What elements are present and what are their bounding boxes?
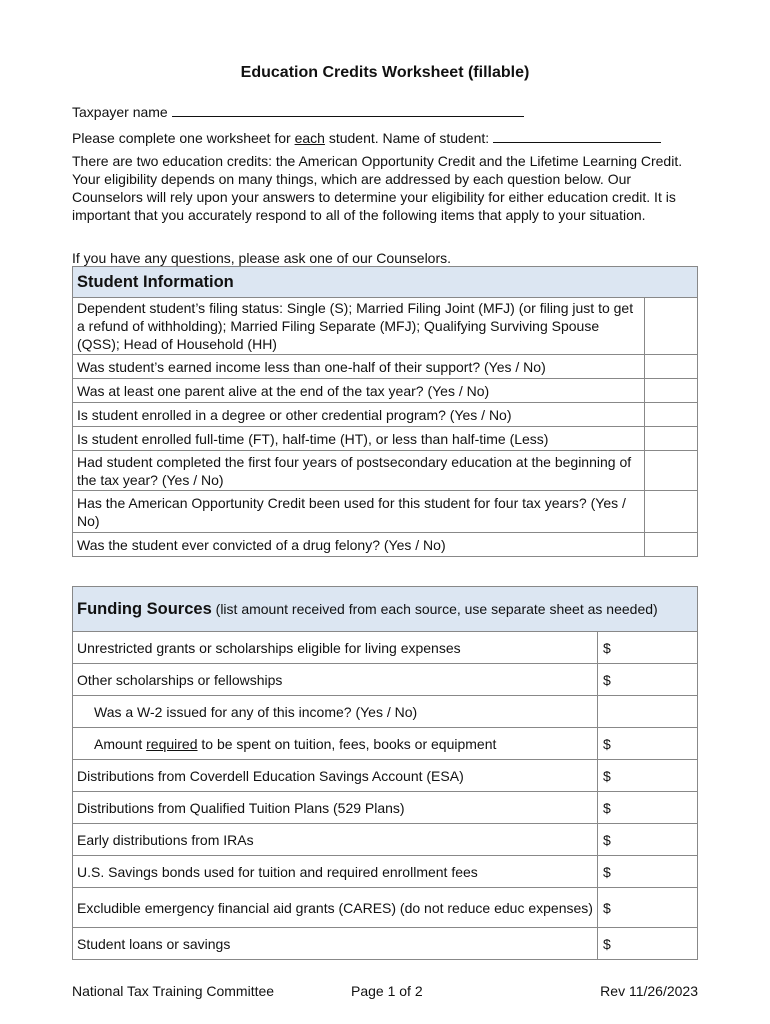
required-emph: required [146,735,198,752]
dollar-sign: $ [603,735,611,752]
question-text: Was at least one parent alive at the end of the tax year? (Yes / No) [73,379,645,403]
amount-cell[interactable] [598,856,698,888]
funding-source-label: Was a W-2 issued for any of this income? (Yes / No) [73,696,598,728]
student-info-heading: Student Information [73,267,698,298]
funding-heading: Funding Sources [77,600,212,618]
dollar-sign: $ [603,767,611,784]
answer-cell[interactable] [645,451,698,491]
answer-cell[interactable] [645,491,698,533]
funding-sources-table [72,586,698,960]
table-row [73,856,698,888]
taxpayer-line [72,102,524,120]
footer-left: National Tax Training Committee [72,983,275,999]
student-info-header-row [73,267,698,298]
table-row [73,533,698,557]
dollar-sign: $ [603,799,611,816]
table-row [73,696,698,728]
funding-source-label: Student loans or savings [73,928,598,960]
student-line-post: student. Name of student: [324,130,490,146]
table-row [73,792,698,824]
funding-source-label: Distributions from Qualified Tuition Plans (529 Plans) [73,792,598,824]
funding-source-label: Excludible emergency financial aid grants (CARES) (do not reduce educ expenses) [73,888,598,928]
table-row [73,298,698,355]
table-row [73,491,698,533]
answer-cell[interactable] [645,379,698,403]
required-post: to be spent on tuition, fees, books or equipment [197,735,497,752]
worksheet-title: Education Credits Worksheet (fillable) [240,64,530,81]
table-row [73,664,698,696]
amount-cell[interactable] [598,888,698,928]
funding-source-label: Early distributions from IRAs [73,824,598,856]
question-text: Has the American Opportunity Credit been used for this student for four tax years? (Yes / No) [73,491,645,533]
questions-note: If you have any questions, please ask one of our Counselors. [72,250,452,266]
taxpayer-name-field[interactable] [172,102,524,117]
table-row [73,379,698,403]
answer-cell[interactable] [645,403,698,427]
dollar-sign: $ [603,899,611,916]
answer-cell[interactable] [645,533,698,557]
amount-cell[interactable] [598,760,698,792]
funding-source-label: U.S. Savings bonds used for tuition and required enrollment fees [73,856,598,888]
amount-cell[interactable] [598,824,698,856]
amount-cell[interactable] [598,928,698,960]
intro-paragraph: There are two education credits: the American Opportunity Credit and the Lifetime Learning Credit. Your eligibility depends on many things, which are addressed by each question below. Our Counselors will rely upon your answers to determine your eligibility for either education credit. It is important that you accurately respond to all of the following items that apply to your situation. [72,153,683,223]
answer-cell[interactable] [645,427,698,451]
student-name-field[interactable] [493,128,661,143]
question-text: Dependent student’s filing status: Single (S); Married Filing Joint (MFJ) (or filing just to get a refund of withholding); Married Filing Separate (MFJ); Qualifying Surviving Spouse (QSS); Head of Household (HH) [73,298,645,355]
question-text: Is student enrolled full-time (FT), half-time (HT), or less than half-time (Less) [73,427,645,451]
funding-source-label: Other scholarships or fellowships [73,664,598,696]
student-line-emph: each [294,130,325,146]
question-text: Is student enrolled in a degree or other credential program? (Yes / No) [73,403,645,427]
footer-revision: Rev 11/26/2023 [600,983,698,999]
dollar-sign: $ [603,863,611,880]
funding-source-label [73,728,598,760]
funding-header-cell [73,587,698,632]
student-name-line [72,128,661,146]
question-text: Was student’s earned income less than one-half of their support? (Yes / No) [73,355,645,379]
footer-page-number: Page 1 of 2 [351,983,423,999]
table-row [73,427,698,451]
funding-source-label: Unrestricted grants or scholarships eligible for living expenses [73,632,598,664]
answer-cell[interactable] [645,355,698,379]
dollar-sign: $ [603,831,611,848]
student-line-pre: Please complete one worksheet for [72,130,295,146]
table-row [73,632,698,664]
table-row [73,928,698,960]
required-pre: Amount [94,735,147,752]
table-row [73,403,698,427]
table-row [73,728,698,760]
funding-subheading: (list amount received from each source, use separate sheet as needed) [211,601,658,617]
answer-cell[interactable] [598,696,698,728]
amount-cell[interactable] [598,728,698,760]
dollar-sign: $ [603,639,611,656]
taxpayer-label: Taxpayer name [72,104,168,120]
amount-cell[interactable] [598,792,698,824]
table-row [73,888,698,928]
table-row [73,355,698,379]
table-row [73,760,698,792]
question-text: Had student completed the first four years of postsecondary education at the beginning of the tax year? (Yes / No) [73,451,645,491]
dollar-sign: $ [603,671,611,688]
amount-cell[interactable] [598,632,698,664]
amount-cell[interactable] [598,664,698,696]
funding-source-label: Distributions from Coverdell Education Savings Account (ESA) [73,760,598,792]
answer-cell[interactable] [645,298,698,355]
table-row [73,451,698,491]
dollar-sign: $ [603,935,611,952]
table-row [73,824,698,856]
question-text: Was the student ever convicted of a drug felony? (Yes / No) [73,533,645,557]
funding-header-row [73,587,698,632]
student-information-table [72,266,698,557]
